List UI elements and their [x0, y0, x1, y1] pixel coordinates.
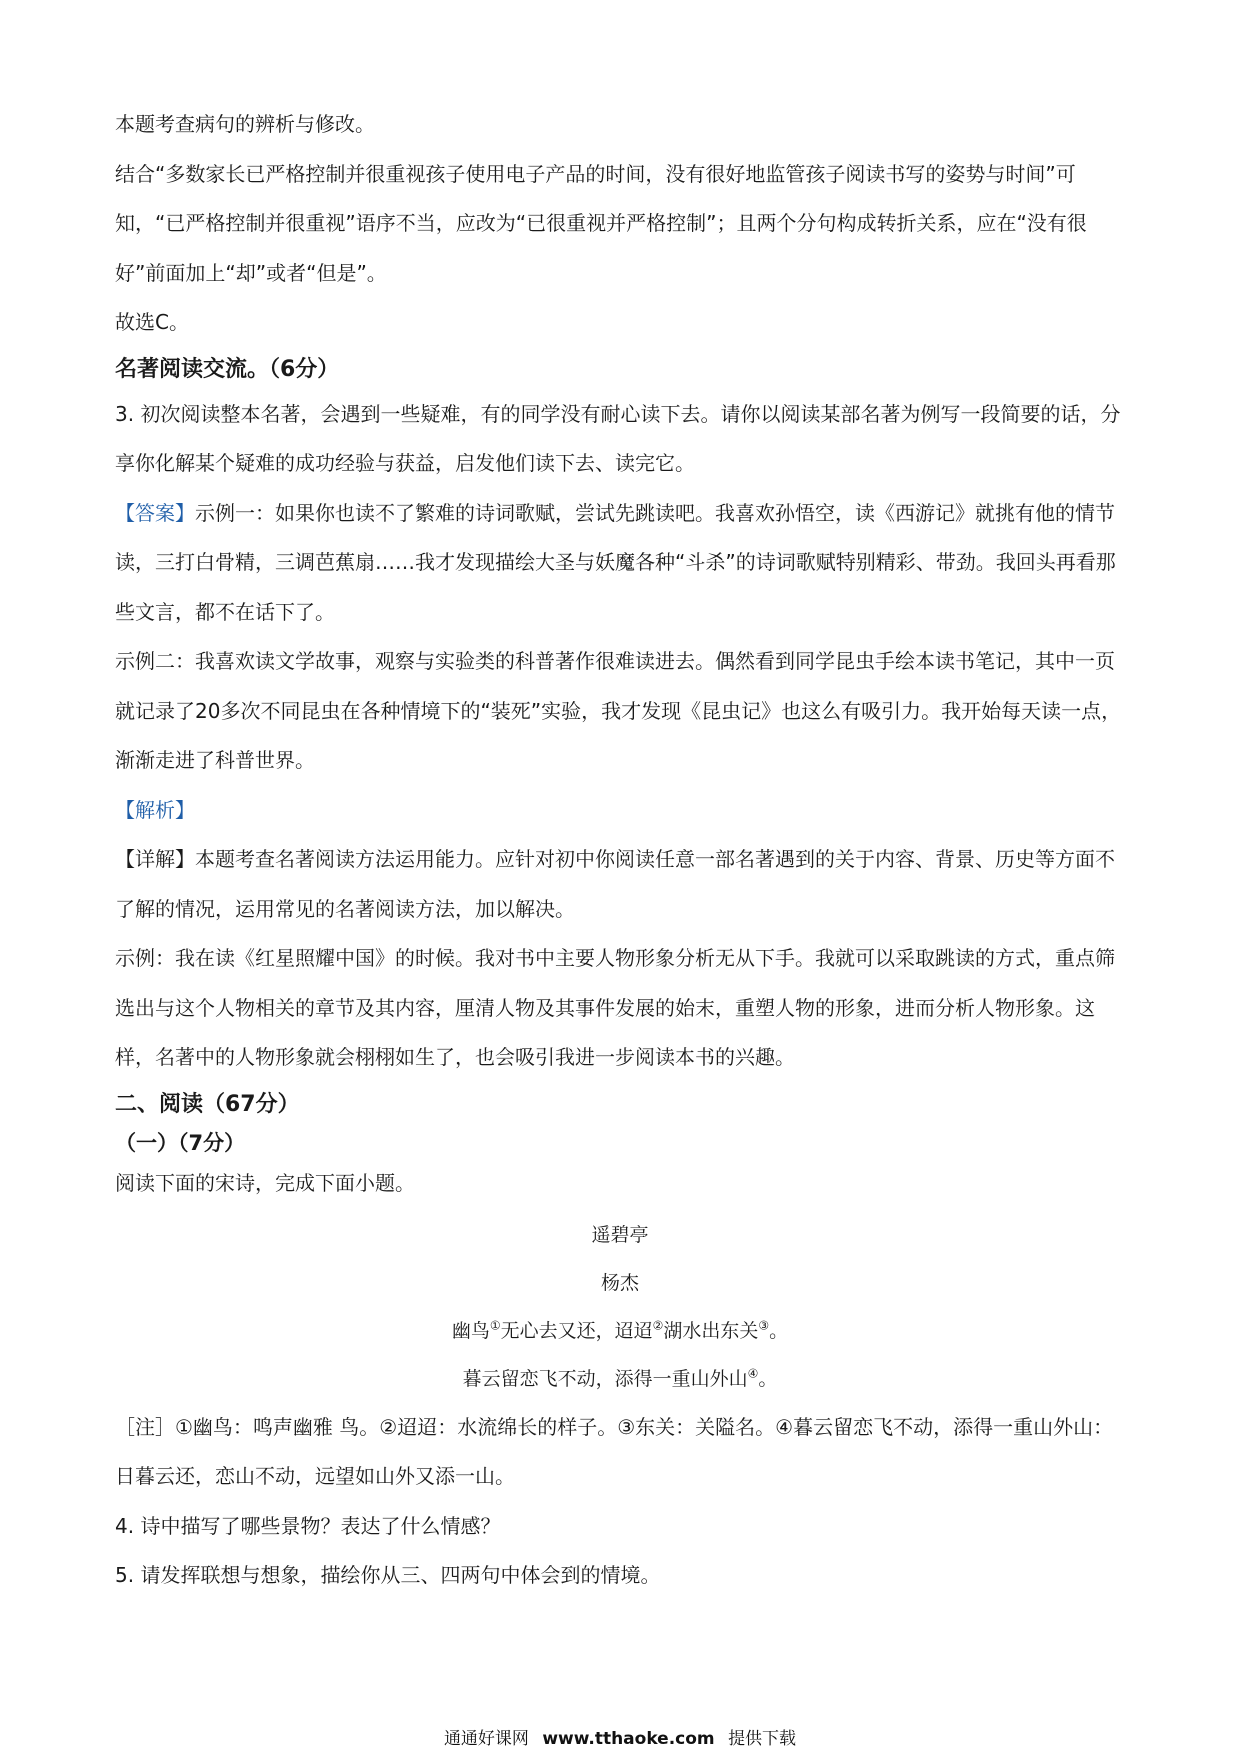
poem-title: 遥碧亭 — [591, 1223, 649, 1246]
question-4: 4. 诗中描写了哪些景物？表达了什么情感？ — [115, 1513, 501, 1538]
poem-line-1-part-a: 幽鸟 — [451, 1319, 490, 1342]
question-5: 5. 请发挥联想与想象，描绘你从三、四两句中体会到的情境。 — [115, 1563, 661, 1587]
poem-line-1-part-d: 。 — [769, 1319, 789, 1342]
prev-paragraph-2: 结合“多数家长已严格控制并很重视孩子使用电子产品的时间，没有很好地监管孩子阅读书写的姿势与时间”可知，“已严格控制并很重视”语序不当，应改为“已很重视并严格控制”；且两个分句构成转折关系，应在“没有很好”前面加上“却”或者“但是”。 — [115, 161, 1087, 285]
note-mark-3: ③ — [758, 1318, 770, 1333]
footer-suffix: 提供下载 — [728, 1729, 797, 1749]
detail-text-1: 本题考查名著阅读方法运用能力。应针对初中你阅读任意一部名著遇到的关于内容、背景、历史等方面不了解的情况，运用常见的名著阅读方法，加以解决。 — [115, 847, 1115, 921]
poem-line-1-part-b: 无心去又还，迢迢 — [500, 1319, 653, 1342]
poem-line-1 — [115, 1307, 1125, 1355]
note-mark-4: ④ — [747, 1366, 759, 1381]
poem-block — [115, 1211, 1125, 1403]
detail-paragraph-2: 示例：我在读《红星照耀中国》的时候。我对书中主要人物形象分析无从下手。我就可以采取跳读的方式，重点筛选出与这个人物相关的章节及其内容，厘清人物及其事件发展的始末，重塑人物的形象，进而分析人物形象。这样，名著中的人物形象就会栩栩如生了，也会吸引我进一步阅读本书的兴趣。 — [115, 946, 1115, 1069]
answer-example-2: 示例二：我喜欢读文学故事，观察与实验类的科普著作很难读进去。偶然看到同学昆虫手绘本读书笔记，其中一页就记录了20多次不同昆虫在各种情境下的“装死”实验，我才发现《昆虫记》也这么有吸引力。我开始每天读一点，渐渐走进了科普世界。 — [115, 649, 1122, 772]
answer-text-1: 示例一：如果你也读不了繁难的诗词歌赋，尝试先跳读吧。我喜欢孙悟空，读《西游记》就挑有他的情节读，三打白骨精，三调芭蕉扇……我才发现描绘大圣与妖魔各种“斗杀”的诗词歌赋特别精彩、带劲。我回头再看那些文言，都不在话下了。 — [115, 500, 1116, 624]
footer-site-name: 通通好课网 — [443, 1729, 529, 1749]
section-title-mingzhu: 名著阅读交流。（6分） — [115, 356, 340, 382]
prev-paragraph-3: 故选C。 — [115, 310, 189, 334]
note-mark-2: ② — [652, 1318, 664, 1333]
footer-url-link[interactable]: www.tthaoke.com — [542, 1729, 715, 1749]
prev-paragraph-1: 本题考查病句的辨析与修改。 — [115, 112, 375, 136]
question-3: 3. 初次阅读整本名著，会遇到一些疑难，有的同学没有耐心读下去。请你以阅读某部名著为例写一段简要的话，分享你化解某个疑难的成功经验与获益，启发他们读下去、读完它。 — [115, 401, 1121, 475]
reading-intro: 阅读下面的宋诗，完成下面小题。 — [115, 1170, 415, 1195]
answer-tag: 【答案】 — [115, 500, 195, 525]
page-content — [115, 100, 1125, 1601]
poem-notes: ［注］①幽鸟：鸣声幽雅 鸟。②迢迢：水流绵长的样子。③东关：关隘名。④暮云留恋飞不动，添得一重山外山：日暮云还，恋山不动，远望如山外又添一山。 — [115, 1414, 1114, 1488]
poem-line-1-part-c: 湖水出东关 — [663, 1319, 759, 1342]
subsection-title-1: （一）（7分） — [115, 1130, 246, 1155]
detail-paragraph-1 — [115, 835, 1125, 934]
analysis-tag: 【解析】 — [115, 797, 195, 822]
note-mark-1: ① — [489, 1318, 501, 1333]
poem-author: 杨杰 — [600, 1271, 639, 1294]
section-title-reading: 二、阅读（67分） — [115, 1091, 300, 1117]
detail-tag: 【详解】 — [115, 847, 195, 871]
page-footer — [0, 1724, 1240, 1749]
poem-line-2-part-b: 。 — [758, 1367, 778, 1390]
poem-line-2-part-a: 暮云留恋飞不动，添得一重山外山 — [462, 1367, 748, 1390]
answer-example-1 — [115, 489, 1125, 638]
poem-line-2 — [115, 1355, 1125, 1403]
